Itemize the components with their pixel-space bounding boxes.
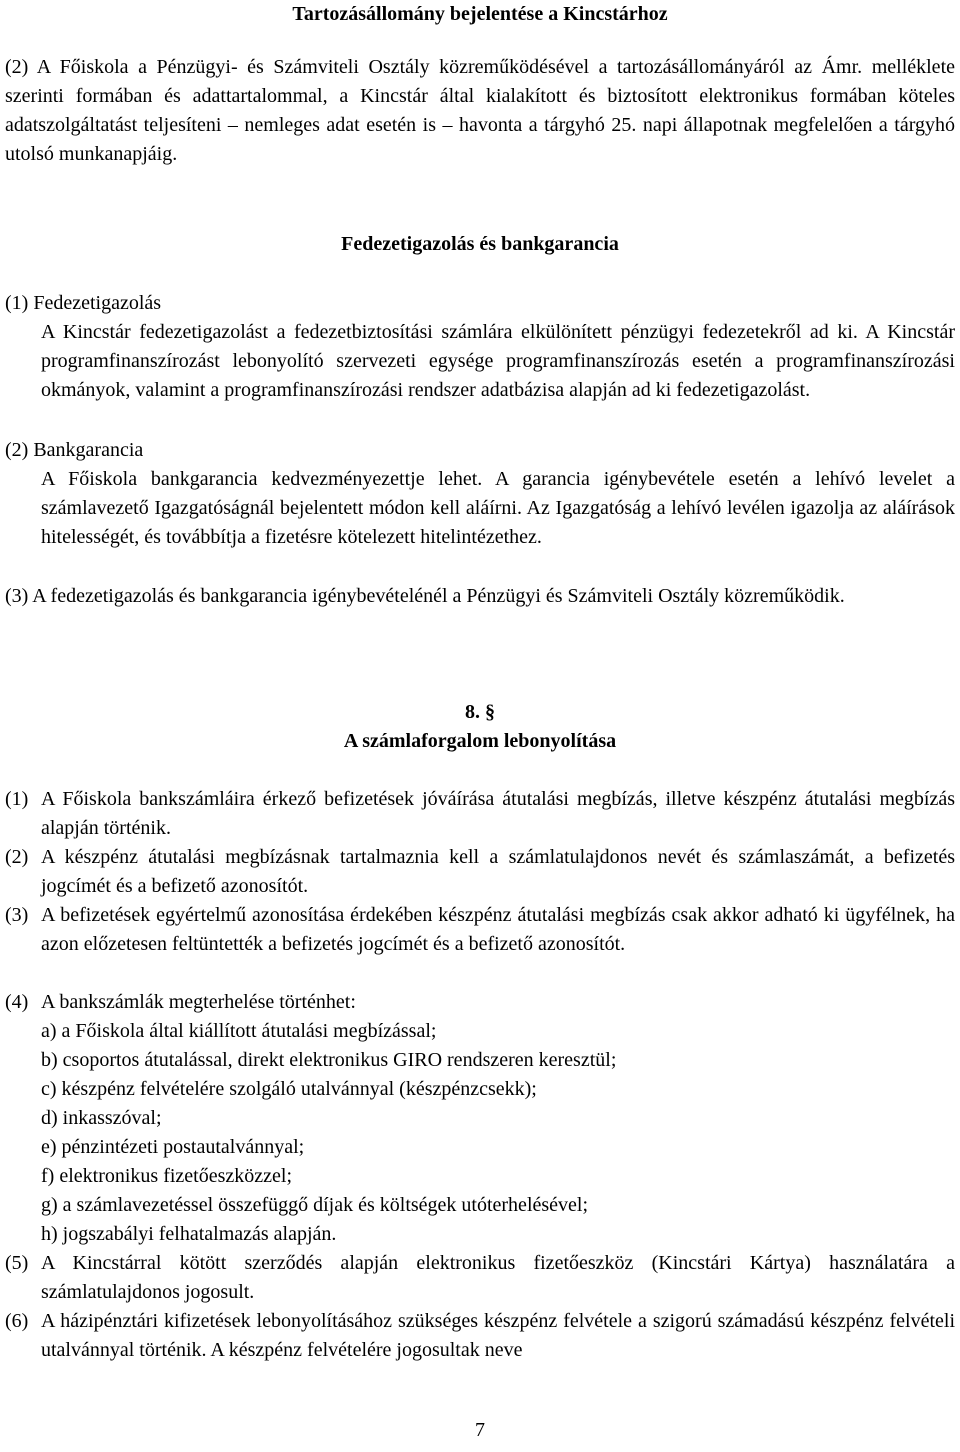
item-text: A házipénztári kifizetések lebonyolításához szükséges készpénz felvétele a szigorú számadású készpénz felvételi utalvánnyal történik. A készpénz felvételére jogosultak neve <box>41 1310 955 1361</box>
subitem-f: f) elektronikus fizetőeszközzel; <box>41 1165 292 1187</box>
item-text: A készpénz átutalási megbízásnak tartalmaznia kell a számlatulajdonos nevét és számlaszámát, a befizetés jogcímét és a befizető azonosítót. <box>41 846 955 897</box>
section8-number: 8. <box>465 701 480 723</box>
item-text: A Kincstárral kötött szerződés alapján elektronikus fizetőeszköz (Kincstári Kártya) használatára a számlatulajdonos jogosult. <box>41 1252 955 1303</box>
item-number: (4) <box>5 991 29 1013</box>
fedezet-heading: Fedezetigazolás és bankgarancia <box>341 233 619 255</box>
subitem-h: h) jogszabályi felhatalmazás alapján. <box>41 1223 337 1245</box>
subitem-b: b) csoportos átutalással, direkt elektronikus GIRO rendszeren keresztül; <box>41 1049 617 1071</box>
item-text: A Főiskola bankszámláira érkező befizetések jóváírása átutalási megbízás, illetve készpénz átutalási megbízás alapján történik. <box>41 788 955 839</box>
item-number: (2) <box>5 846 29 868</box>
section8-item-6 <box>5 1307 955 1365</box>
item-number: (6) <box>5 1310 29 1332</box>
section8-heading: A számlaforgalom lebonyolítása <box>343 730 617 752</box>
section8-item-4 <box>5 988 955 1017</box>
section-sign-icon: § <box>485 701 495 723</box>
item-number: (1) <box>5 788 29 810</box>
subitem-d: d) inkasszóval; <box>41 1107 162 1129</box>
section8-item-3 <box>5 901 955 959</box>
item-text: A befizetések egyértelmű azonosítása érdekében készpénz átutalási megbízás csak akkor adható ki ügyfélnek, ha azon előzetesen feltüntették a befizetés jogcímét és a befizető azonosítót. <box>41 904 955 955</box>
item-number: (5) <box>5 1252 29 1274</box>
fedezet-item2-label: (2) Bankgarancia <box>5 439 144 461</box>
fedezet-item1-text: A Kincstár fedezetigazolást a fedezetbiztosítási számlára elkülönített pénzügyi fedezetekről ad ki. A Kincstár programfinanszírozást lebonyolító szervezeti egysége programfinanszírozás esetén a programfinanszírozási okmányok, valamint a programfinanszírozási rendszer adatbázisa alapján ad ki fedezetigazolást. <box>41 321 955 401</box>
section8-item-2 <box>5 843 955 901</box>
fedezet-item3: (3) A fedezetigazolás és bankgarancia igénybevételénél a Pénzügyi és Számviteli Osztály közreműködik. <box>5 585 845 607</box>
title-heading: Tartozásállomány bejelentése a Kincstárhoz <box>292 3 668 25</box>
intro-paragraph: (2) A Főiskola a Pénzügyi- és Számviteli Osztály közreműködésével a tartozásállományáról az Ámr. melléklete szerinti formában és adattartalommal, a Kincstár által kialakított és biztosított elektronikus formában köteles adatszolgáltatást teljesíteni – nemleges adat esetén is – havonta a tárgyhó 25. napi állapotnak megfelelően a tárgyhó utolsó munkanapjáig. <box>5 56 955 165</box>
page-number: 7 <box>475 1419 485 1441</box>
fedezet-item2-text: A Főiskola bankgarancia kedvezményezettje lehet. A garancia igénybevétele esetén a lehívó levelet a számlavezető Igazgatóságnál bejelentett módon kell aláírni. Az Igazgatóság a lehívó levélen igazolja az aláírások hitelességét, és továbbítja a fizetésre kötelezett hitelintézethez. <box>41 468 955 548</box>
item-text: A bankszámlák megterhelése történhet: <box>41 991 356 1013</box>
subitem-c: c) készpénz felvételére szolgáló utalvánnyal (készpénzcsekk); <box>41 1078 537 1100</box>
fedezet-item1-label: (1) Fedezetigazolás <box>5 292 162 314</box>
subitem-a: a) a Főiskola által kiállított átutalási megbízással; <box>41 1020 437 1042</box>
subitem-e: e) pénzintézeti postautalvánnyal; <box>41 1136 305 1158</box>
section8-item-5 <box>5 1249 955 1307</box>
section8-number-line <box>0 698 960 726</box>
subitem-g: g) a számlavezetéssel összefüggő díjak és költségek utóterhelésével; <box>41 1194 589 1216</box>
section8-item-1 <box>5 785 955 843</box>
item-number: (3) <box>5 904 29 926</box>
